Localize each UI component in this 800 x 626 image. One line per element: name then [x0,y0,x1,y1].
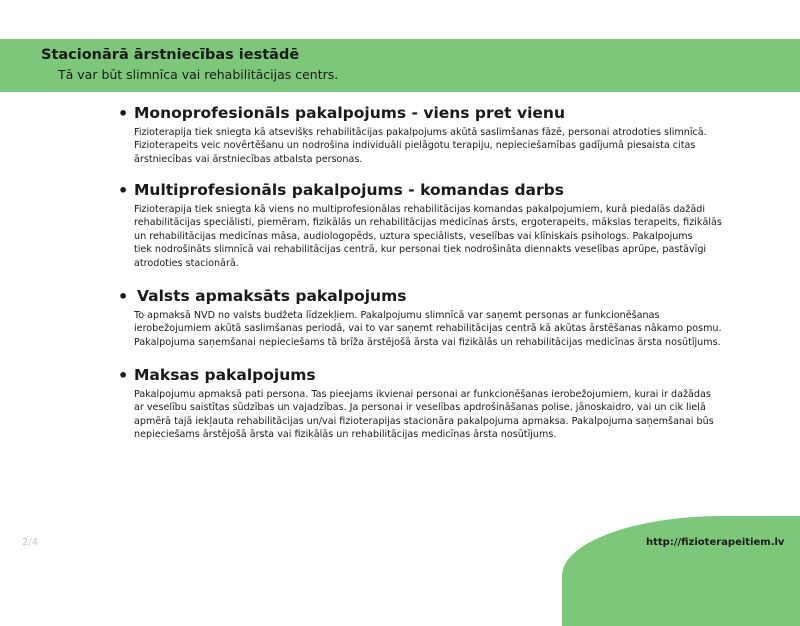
section-text [134,126,772,166]
text-line: To apmaksā NVD no valsts budžeta līdzekļiem. Pakalpojumu slimnīcā var saņemt personas ar funkcionēšanas [134,310,660,321]
bullet-icon: • [118,181,129,200]
text-line: rehabilitācijas speciālisti, piemēram, fizikālās un rehabilitācijas medicīnas ārsts, ergoterapeits, mākslas terapeits, fizikālās [134,217,722,229]
page-subtitle: Tā var būt slimnīca vai rehabilitācijas centrs. [58,67,339,82]
bullet-icon: • [118,366,129,385]
text-line: Fizioterapija tiek sniegta kā viens no multiprofesionālas rehabilitācijas komandas pakalpojumiem, kurā piedalās dažādi [134,204,705,215]
text-line: Fizioterapija tiek sniegta kā atsevišķs rehabilitācijas pakalpojums akūtā saslimšanas fāzē, personai atrodoties slimnīcā. [134,127,707,138]
bullet-icon: • [118,104,129,123]
bullet-icon: • [118,287,129,306]
text-line: tiek nodrošināts slimnīcā vai rehabilitācijas centrā, kur personai tiek nodrošināta diennakts veselības aprūpe, pastāvīgi [134,244,707,256]
section-title: Monoprofesionāls pakalpojums - viens pret vienu [134,104,565,122]
text-line: ar veselību saistītas sūdzības un vajadzības. Ja personai ir veselības apdrošināšanas polise, jānoskaidro, vai un cik lielā [134,402,706,414]
section-title: Maksas pakalpojums [134,366,316,384]
text-line: ārstniecības vai ārstniecības atbalsta personas. [134,153,363,165]
text-line: Pakalpojumu apmaksā pati persona. Tas pieejams ikvienai personai ar funkcionēšanas ierobežojumiem, kurai ir dažādas [134,389,711,400]
text-line: un rehabilitācijas medicīnas māsa, audiologopēds, uztura speciālists, veselības vai klīniskais psihologs. Pakalpojums [134,230,693,242]
text-line: Pakalpojuma saņemšanai nepieciešams tā brīža ārstējošā ārsta vai fizikālās un rehabilitācijas medicīnas ārsta nosūtījums. [134,336,721,348]
section-title: Multiprofesionāls pakalpojums - komandas darbs [134,181,564,199]
page-number: 2/4 [22,537,39,548]
text-line: apmērā tajā iekļauta rehabilitācijas un/vai fizioterapijas stacionāra pakalpojuma apmaksa. Pakalpojuma saņemšanai būs [134,415,714,427]
footer-decoration [562,516,800,626]
text-line: atrodoties stacionārā. [134,257,239,269]
text-line: Fizioterapeits veic novērtēšanu un nodrošina individuāli pielāgotu terapiju, nepieciešamības gadījumā piesaista citas [134,140,696,152]
section-monoprofessional [112,104,772,166]
text-line: nepieciešams ārstējošā ārsta vai fizikālās un rehabilitācijas medicīnas ārsta nosūtījums. [134,429,557,441]
page-title: Stacionārā ārstniecības iestādē [41,47,300,63]
website-link[interactable]: http://fizioterapeitiem.lv [646,537,785,548]
section-state-funded [112,287,772,349]
section-text [134,388,772,442]
header-banner [0,39,800,92]
section-text [134,309,772,349]
section-paid [112,366,772,442]
text-line: ierobežojumiem akūtā saslimšanas periodā, vai to var saņemt rehabilitācijas centrā kā akūtas ārstēšanas nākamo posmu. [134,323,722,335]
section-multiprofessional [112,181,772,270]
section-title: Valsts apmaksāts pakalpojums [137,287,407,305]
section-text [134,203,772,270]
